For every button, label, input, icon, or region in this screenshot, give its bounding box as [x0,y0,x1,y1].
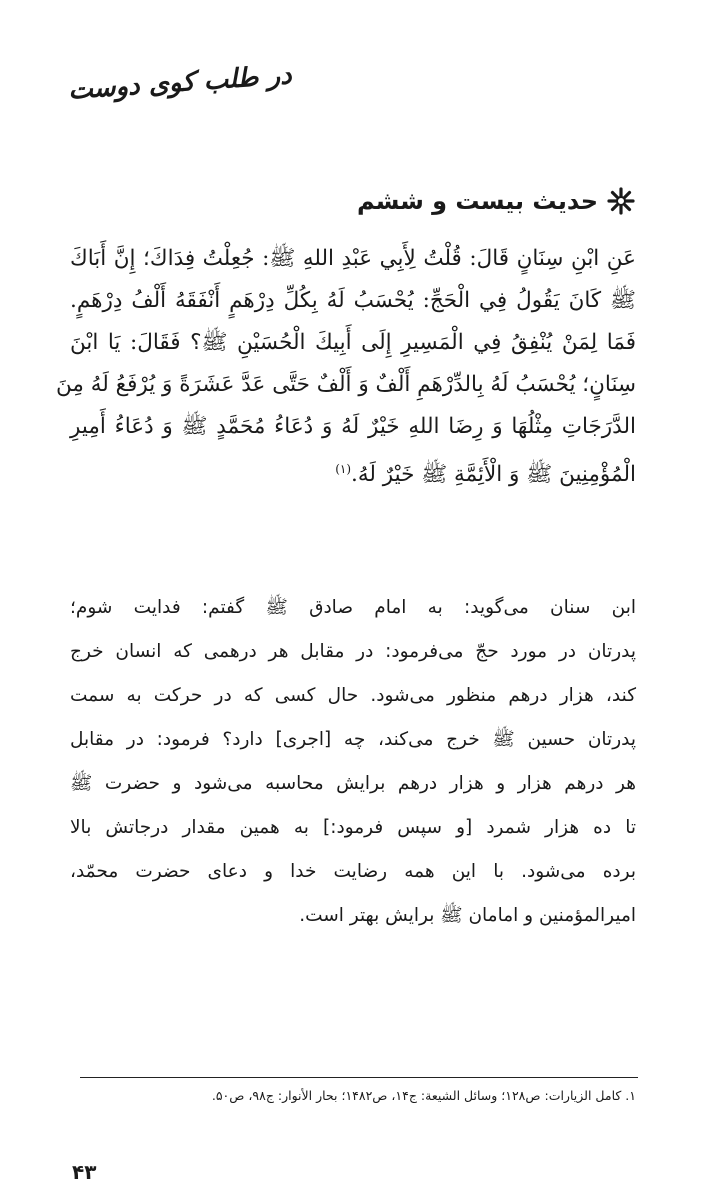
arabic-line-text: الْمُؤْمِنِينَ ﷺ وَ الْأَئِمَّةِ ﷺ خَيْرٌ لَهُ. [351,462,636,488]
persian-line: امیرالمؤمنین و امامان ﷺ برایش بهتر است. [299,905,636,926]
footnote: ۱. کامل الزیارات: ص۱۲۸؛ وسائل الشیعة: ج۱۴، ص۱۴۸۲؛ بحار الأنوار: ج۹۸، ص۵۰. [211,1088,636,1103]
persian-line: تا ده هزار شمرد [و سپس فرمود:] به همین مقدار درجاتش بالا [70,817,636,838]
arabic-line: سِنَانٍ؛ يُحْسَبُ لَهُ بِالدِّرْهَمِ أَلْفٌ وَ أَلْفٌ حَتَّى عَدَّ عَشَرَةً وَ يُرْفَعُ لَهُ مِنَ [56,372,636,397]
persian-line: ابن سنان می‌گوید: به امام صادق ﷺ گفتم: فدایت شوم؛ [70,597,636,618]
book-title-logo: در طلب کوی دوست [67,60,293,106]
arabic-line: ﷺ كَانَ يَقُولُ فِي الْحَجِّ: يُحْسَبُ لَهُ بِكُلِّ دِرْهَمٍ أَنْفَقَهُ أَلْفُ دِرْهَمٍ. [70,288,636,313]
persian-line: هر درهم هزار و هزار درهم برایش محاسبه می‌شود و حضرت ﷺ [70,773,636,794]
section-heading [357,186,636,216]
footnote-marker: (۱) [335,462,352,476]
arabic-line-last [70,448,636,490]
persian-line: کند، هزار درهم منظور می‌شود. حال کسی که در حرکت به سمت [70,685,636,706]
persian-translation-text [70,586,636,938]
arabic-hadith-text [56,238,636,490]
arabic-line: فَمَا لِمَنْ يُنْفِقُ فِي الْمَسِيرِ إِلَى أَبِيكَ الْحُسَيْنِ ﷺ؟ فَقَالَ: يَا ابْنَ [70,330,636,355]
section-title: حدیث بیست و ششم [356,187,598,215]
arabic-line: الدَّرَجَاتِ مِثْلُهَا وَ رِضَا اللهِ خَيْرٌ لَهُ وَ دُعَاءُ مُحَمَّدٍ ﷺ وَ دُعَاءُ أَمِيرِ [70,414,636,439]
persian-line: پدرتان حسین ﷺ خرج می‌کند، چه [اجری] دارد؟ فرمود: در مقابل [70,729,636,750]
ornament-star-icon [606,186,636,216]
persian-line: پدرتان در مورد حجّ می‌فرمود: در مقابل هر درهمی که انسان خرج [70,641,636,662]
footnote-divider [80,1077,638,1078]
page-number: ۴۳ [72,1160,97,1184]
persian-line: برده می‌شود. با این همه رضایت خدا و دعای حضرت محمّد، [70,861,636,882]
arabic-line: عَنِ ابْنِ سِنَانٍ قَالَ: قُلْتُ لِأَبِي عَبْدِ اللهِ ﷺ: جُعِلْتُ فِدَاكَ؛ إِنَّ أَبَاكَ [70,246,636,271]
